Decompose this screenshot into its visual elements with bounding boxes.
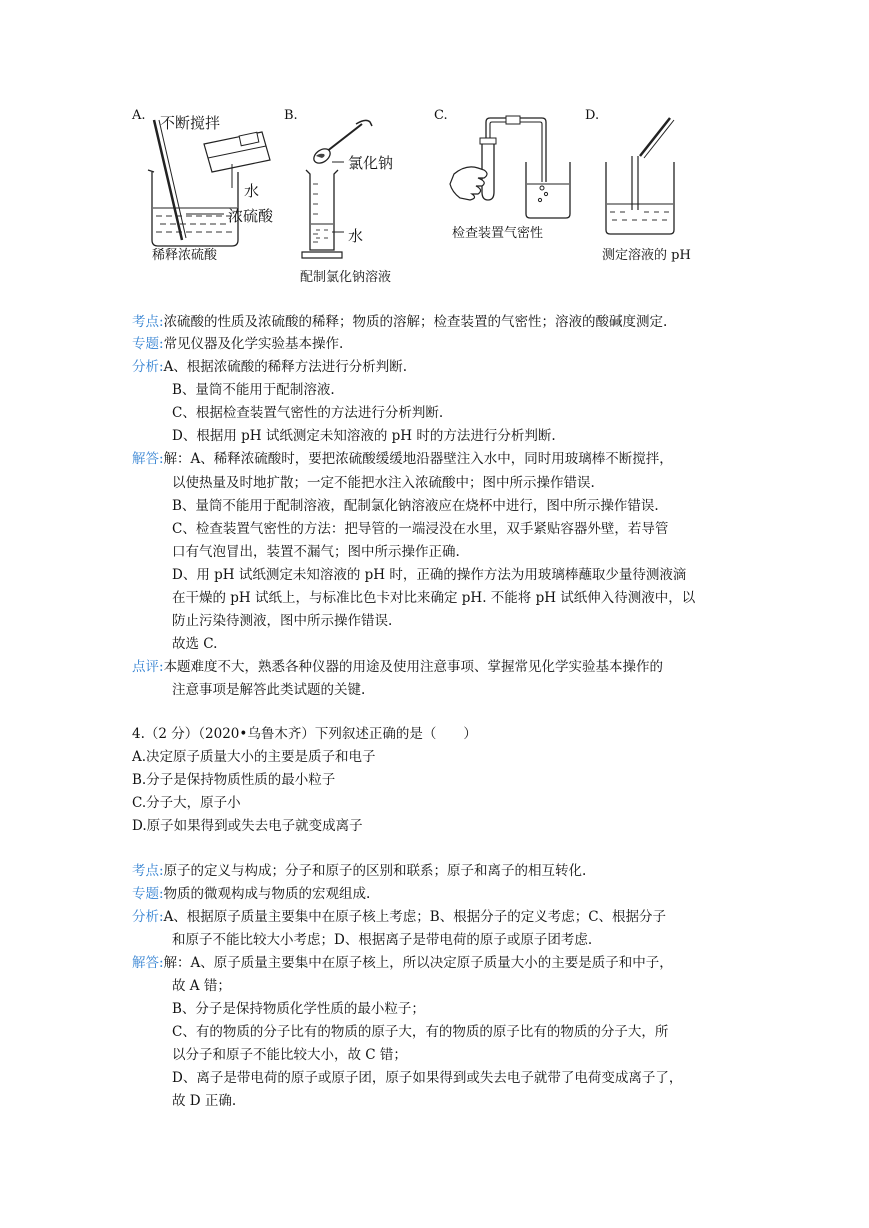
- q3-jieda-line: 口有气泡冒出，装置不漏气；图中所示操作正确.: [172, 544, 460, 560]
- q4-jieda-line: 解：A、原子质量主要集中在原子核上，所以决定原子质量大小的主要是质子和中子，: [163, 955, 673, 971]
- option-a-label: A.: [132, 108, 146, 123]
- q4-jieda-line: C、有的物质的分子比有的物质的原子大，有的物质的原子比有的物质的分子大，所: [172, 1024, 669, 1040]
- q4-zhuanti-text: 物质的微观构成与物质的宏观组成.: [163, 886, 371, 902]
- q4-option: A.决定原子质量大小的主要是质子和电子: [132, 749, 376, 765]
- q3-dianping-line: 本题难度不大，熟悉各种仪器的用途及使用注意事项、掌握常见化学实验基本操作的: [163, 659, 664, 675]
- q3-kaodian-label: 考点:: [132, 314, 164, 330]
- label-concentrated-acid: 浓硫酸: [228, 207, 274, 225]
- q4-jieda-line: 以分子和原子不能比较大小，故 C 错；: [172, 1047, 407, 1063]
- q4-stem: 4.（2 分）（2020•乌鲁木齐）下列叙述正确的是（ ）: [132, 726, 477, 742]
- q3-dianping-line: 注意事项是解答此类试题的关键.: [172, 682, 366, 698]
- caption-d: 测定溶液的 pH: [602, 248, 691, 263]
- q3-fenxi-line: B、量筒不能用于配制溶液.: [172, 382, 335, 398]
- q3-fenxi-label: 分析:: [132, 359, 164, 375]
- q4-option: B.分子是保持物质性质的最小粒子: [132, 772, 336, 788]
- q3-dianping-label: 点评:: [132, 659, 164, 675]
- q3-fenxi-line: A、根据浓硫酸的稀释方法进行分析判断.: [163, 359, 408, 375]
- q3-jieda-line: D、用 pH 试纸测定未知溶液的 pH 时，正确的操作方法为用玻璃棒蘸取少量待测液滴: [172, 567, 687, 583]
- caption-a: 稀释浓硫酸: [152, 248, 218, 263]
- option-b-label: B.: [284, 108, 298, 123]
- option-d-label: D.: [585, 108, 600, 123]
- caption-c: 检查装置气密性: [452, 226, 544, 241]
- q4-fenxi-row: [132, 906, 666, 928]
- q3-fenxi-line: D、根据用 pH 试纸测定未知溶液的 pH 时的方法进行分析判断.: [172, 428, 556, 444]
- label-keep-stirring: 不断搅拌: [160, 114, 221, 132]
- q3-jieda-line: 解：A、稀释浓硫酸时，要把浓硫酸缓缓地沿器壁注入水中，同时用玻璃棒不断搅拌，: [163, 451, 673, 467]
- q3-jieda-line: 故选 C.: [172, 636, 218, 652]
- ph-test-diagram: [600, 112, 700, 242]
- q4-jieda-line: B、分子是保持物质化学性质的最小粒子；: [172, 1001, 425, 1017]
- label-water-b: 水: [348, 227, 364, 245]
- q4-jieda-row: [132, 952, 673, 974]
- q4-kaodian-row: [132, 860, 586, 882]
- q4-jieda-label: 解答:: [132, 955, 164, 971]
- airtightness-diagram: [448, 112, 578, 222]
- q3-fenxi-row: [132, 356, 407, 378]
- q3-jieda-row: [132, 448, 673, 470]
- q3-jieda-line: 在干燥的 pH 试纸上，与标准比色卡对比来确定 pH. 不能将 pH 试纸伸入待测液中，以: [172, 590, 696, 606]
- q4-jieda-line: D、离子是带电荷的原子或原子团，原子如果得到或失去电子就带了电荷变成离子了，: [172, 1070, 683, 1086]
- q4-jieda-line: 故 A 错；: [172, 978, 231, 994]
- q4-fenxi-line: 和原子不能比较大小考虑；D、根据离子是带电荷的原子或原子团考虑.: [172, 932, 593, 948]
- label-water-a: 水: [244, 182, 260, 200]
- q4-option: D.原子如果得到或失去电子就变成离子: [132, 818, 363, 834]
- q3-kaodian-row: [132, 311, 667, 333]
- q4-fenxi-label: 分析:: [132, 909, 164, 925]
- q4-fenxi-line: A、根据原子质量主要集中在原子核上考虑；B、根据分子的定义考虑；C、根据分子: [163, 909, 667, 925]
- q3-dianping-row: [132, 656, 663, 678]
- q4-zhuanti-row: [132, 883, 370, 905]
- q3-zhuanti-text: 常见仪器及化学实验基本操作.: [163, 336, 344, 352]
- q3-fenxi-line: C、根据检查装置气密性的方法进行分析判断.: [172, 405, 444, 421]
- q3-kaodian-text: 浓硫酸的性质及浓硫酸的稀释；物质的溶解；检查装置的气密性；溶液的酸碱度测定.: [163, 314, 668, 330]
- q3-jieda-line: 防止污染待测液，图中所示操作错误.: [172, 613, 393, 629]
- q4-jieda-line: 故 D 正确.: [172, 1093, 237, 1109]
- option-c-label: C.: [434, 108, 448, 123]
- q4-kaodian-text: 原子的定义与构成；分子和原子的区别和联系；原子和离子的相互转化.: [163, 863, 587, 879]
- q4-kaodian-label: 考点:: [132, 863, 164, 879]
- label-sodium-chloride: 氯化钠: [348, 154, 394, 172]
- q3-zhuanti-label: 专题:: [132, 336, 164, 352]
- caption-b: 配制氯化钠溶液: [300, 270, 392, 285]
- q3-jieda-line: B、量筒不能用于配制溶液，配制氯化钠溶液应在烧杯中进行，图中所示操作错误.: [172, 498, 659, 514]
- q3-jieda-line: 以使热量及时地扩散；一定不能把水注入浓硫酸中；图中所示操作错误.: [172, 475, 595, 491]
- q3-jieda-label: 解答:: [132, 451, 164, 467]
- q4-zhuanti-label: 专题:: [132, 886, 164, 902]
- q3-jieda-line: C、检查装置气密性的方法：把导管的一端浸没在水里，双手紧贴容器外壁，若导管: [172, 521, 669, 537]
- q4-option: C.分子大，原子小: [132, 795, 241, 811]
- q3-zhuanti-row: [132, 333, 343, 355]
